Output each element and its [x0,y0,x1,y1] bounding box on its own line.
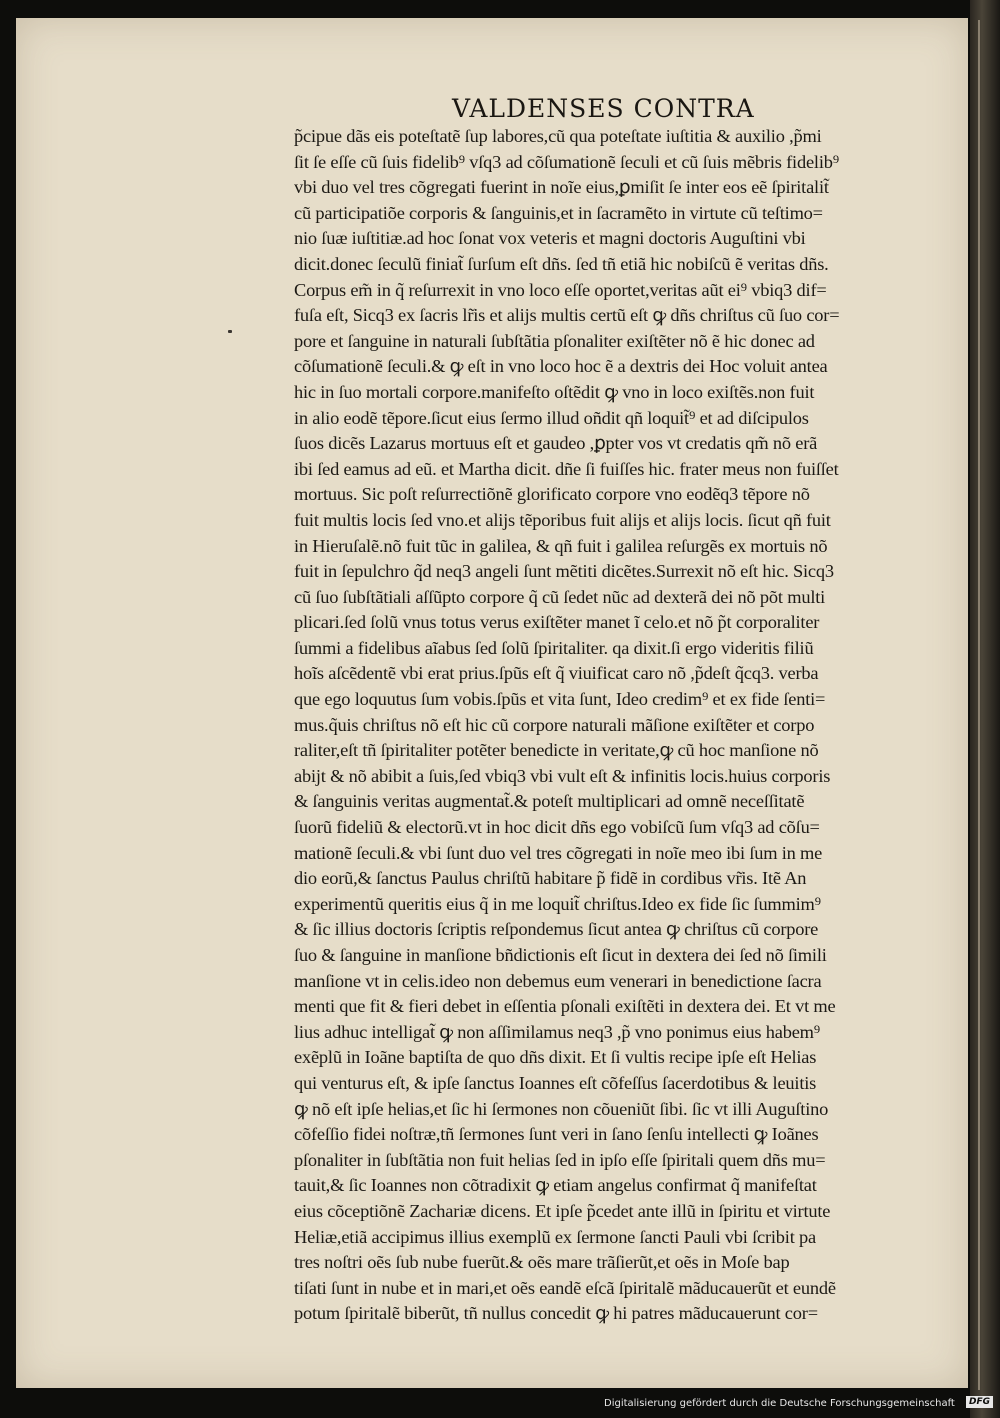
text-line: ſuos dicẽs Lazarus mortuus eſt et gaudeo ,ꝑpter vos vt credatis qm̃ nõ erã [294,433,818,454]
text-line: mus.q̃uis chriſtus nõ eſt hic cũ corpore naturali mãſione exiſtẽter et corpo [294,714,815,735]
text-line: hoĩs aſcẽdentẽ vbi erat prius.ſpũs eſt q̃ viuificat caro nõ ,p̃deſt q̃cq3. verba [294,663,819,684]
text-line: p̃cipue dãs eis poteſtatẽ ſup labores,cũ qua poteſtate iuſtitia & auxilio ,p̃mi [294,126,822,146]
body-text [294,124,912,1327]
text-line: Corpus em̃ in q̃ reſurrexit in vno loco eſſe oportet,veritas aũt ei⁹ vbiq3 dif= [294,279,827,300]
text-line: mortuus. Sic poſt reſurrectiõnẽ glorificato corpore vno eodẽq3 tẽpore nõ [294,484,810,505]
text-line: tiſati ſunt in nube et in mari,et oẽs eandẽ eſcã ſpiritalẽ mãducauerũt et eundẽ [294,1277,836,1298]
text-line: fuit in ſepulchro q̃d neq3 angeli ſunt mẽtiti dicẽtes.Surrexit nõ eſt hic. Sicq3 [294,561,834,582]
text-line: lius adhuc intelligat̃ ꝙ non aſſimilamus neq3 ,p̃ vno ponimus eius habem⁹ [294,1021,820,1042]
text-line: pore et ſanguine in naturali ſubſtãtia pſonaliter exiſtẽter nõ ẽ hic donec ad [294,330,815,351]
text-line: plicari.ſed ſolũ vnus totus verus exiſtẽter manet ĩ celo.et nõ p̃t corporaliter [294,612,820,633]
text-line: cũ ſuo ſubſtãtiali aſſũpto corpore q̃ cũ ſedet nũc ad dexterã dei nõ põt multi [294,586,826,607]
text-line: cõfeſſio fidei noſtræ,tñ ſermones ſunt veri in ſano ſenſu intellecti ꝙ Ioãnes [294,1124,819,1145]
text-line: ſuorũ fideliũ & electorũ.vt in hoc dicit dñs ego vobiſcũ ſum vſq3 ad cõſu= [294,817,820,838]
text-line: manſione vt in celis.ideo non debemus eum venerari in benedictione ſacra [294,970,822,991]
text-line: ſuo & ſanguine in manſione bñdictionis eſt ſicut in dextera dei ſed nõ ſimili [294,945,827,965]
dfg-logo: DFG [966,1396,993,1408]
text-line: in alio eodẽ tẽpore.ſicut eius ſermo illud oñdit qñ loquit̃⁹ et ad diſcipulos [294,407,809,428]
text-line: hic in ſuo mortali corpore.manifeſto oſtẽdit ꝙ vno in loco exiſtẽs.non fuit [294,381,815,402]
text-line: eius cõceptiõnẽ Zachariæ dicens. Et ipſe p̃cedet ante illũ in ſpiritu et virtute [294,1200,831,1221]
funding-credit: Digitalisierung gefördert durch die Deutsche Forschungsgemeinschaft [604,1398,955,1409]
text-line: dicit.donec ſeculũ finiat̃ ſurſum eſt dñs. ſed tñ etiã hic nobiſcũ ẽ veritas dñs. [294,253,829,274]
text-line: menti que fit & fieri debet in eſſentia pſonali exiſtẽti in dextera dei. Et vt me [294,996,836,1017]
text-line: pſonaliter in ſubſtãtia non fuit helias ſed in ipſo eſſe ſpiritali quem dñs mu= [294,1149,826,1170]
running-header: VALDENSES CONTRA [452,94,755,123]
text-line: qui venturus eſt, & ipſe ſanctus Ioannes eſt cõfeſſus ſacerdotibus & leuitis [294,1072,817,1093]
text-line: cõſumationẽ ſeculi.& ꝙ eſt in vno loco hoc ẽ a dextris dei Hoc voluit antea [294,356,828,377]
book-gutter [970,0,1000,1418]
text-line: que ego loquutus ſum vobis.ſpũs et vita ſunt, Ideo credim⁹ et ex fide ſenti= [294,689,826,710]
text-line: raliter,eſt tñ ſpiritaliter potẽter benedicte in veritate,ꝙ cũ hoc manſione nõ [294,740,819,761]
text-line: mationẽ ſeculi.& vbi ſunt duo vel tres cõgregati in noĩe meo ibi ſum in me [294,842,823,863]
text-line: nio ſuæ iuſtitiæ.ad hoc ſonat vox veteris et magni doctoris Auguſtini vbi [294,228,806,249]
text-line: & ſanguinis veritas augmentat̃.& poteſt multiplicari ad omnẽ neceſſitatẽ [294,791,805,812]
text-line: cũ participatiõe corporis & ſanguinis,et in ſacramẽto in virtute cũ teſtimo= [294,202,823,223]
text-line: abijt & nõ abibit a ſuis,ſed vbiq3 vbi vult eſt & infinitis locis.huius corporis [294,765,831,786]
text-line: ſit ſe eſſe cũ ſuis fidelib⁹ vſq3 ad cõſumationẽ ſeculi et cũ ſuis mẽbris fidelib⁹ [294,151,839,172]
text-line: Heliæ,etiã accipimus illius exemplũ ex ſermone ſancti Pauli vbi ſcribit pa [294,1226,816,1247]
text-line: ſummi a fidelibus aĩabus ſed ſolũ ſpiritaliter. qa dixit.ſi ergo videritis filiũ [294,637,814,658]
ink-mark [228,330,232,333]
text-line: fuit multis locis ſed vno.et alijs tẽporibus fuit alijs et alijs locis. ſicut qñ fuit [294,509,831,530]
text-line: fuſa eſt, Sicq3 ex ſacris lr̃is et alijs multis certũ eſt ꝙ dñs chriſtus cũ ſuo cor= [294,305,840,326]
text-line: vbi duo vel tres cõgregati fuerint in noĩe eius,ꝑmiſit ſe inter eos eẽ ſpiritalit̃ [294,177,829,198]
text-line: exẽplũ in Ioãne baptiſta de quo dñs dixit. Et ſi vultis recipe ipſe eſt Helias [294,1047,817,1068]
text-line: ꝙ nõ eſt ipſe helias,et ſic hi ſermones non cõueniũt ſibi. ſic vt illi Auguſtino [294,1098,829,1119]
text-line: experimentũ queritis eius q̃ in me loquit̃ chriſtus.Ideo ex fide ſic ſummim⁹ [294,893,821,914]
text-line: dio eorũ,& ſanctus Paulus chriſtũ habitare p̃ fidẽ in cordibus vr̃is. Itẽ An [294,868,807,889]
text-line: ibi ſed eamus ad eũ. et Martha dicit. dñe ſi fuiſſes hic. frater meus non fuiſſet [294,458,839,479]
text-line: & ſic illius doctoris ſcriptis reſpondemus ſicut antea ꝙ chriſtus cũ corpore [294,919,819,940]
text-line: tauit,& ſic Ioannes non cõtradixit ꝙ etiam angelus confirmat q̃ manifeſtat [294,1175,817,1196]
text-line: tres noſtri oẽs ſub nube fuerũt.& oẽs mare trãſierũt,et oẽs in Moſe bap [294,1252,790,1273]
text-line: potum ſpiritalẽ biberũt, tñ nullus concedit ꝙ hi patres mãducauerunt cor= [294,1303,818,1324]
text-line: in Hieruſalẽ.nõ fuit tũc in galilea, & qñ fuit i galilea reſurgẽs ex mortuis nõ [294,535,828,556]
gutter-edge [978,20,980,1390]
